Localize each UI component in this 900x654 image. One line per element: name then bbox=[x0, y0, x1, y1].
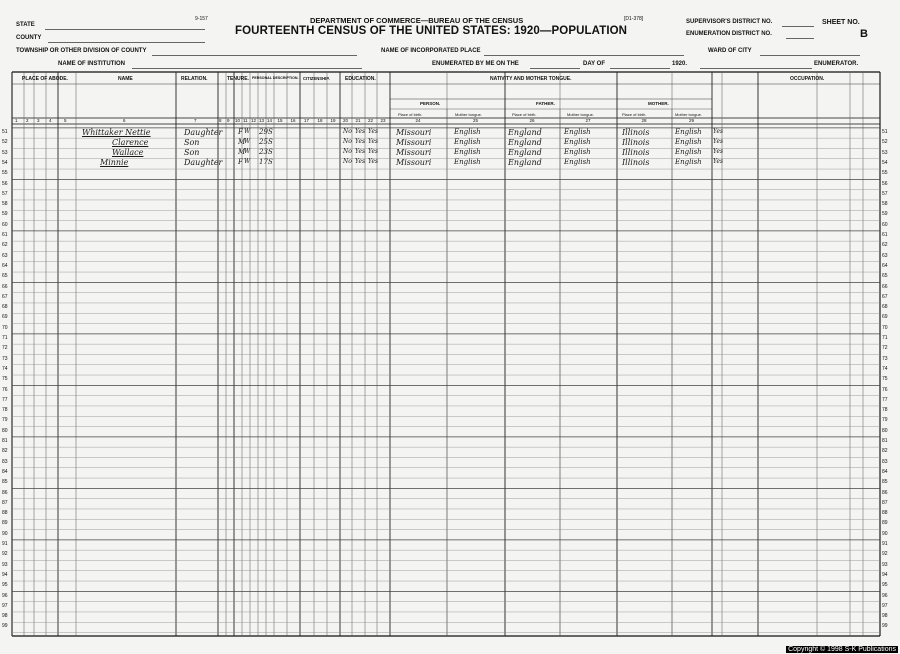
line-number-right: 65 bbox=[882, 273, 888, 280]
county-label: COUNTY bbox=[16, 35, 42, 41]
state-field[interactable] bbox=[45, 29, 205, 30]
column-number: 24 bbox=[415, 118, 421, 123]
line-number: 57 bbox=[2, 190, 8, 197]
enumerator-label: ENUMERATOR. bbox=[814, 61, 859, 67]
page-title: FOURTEENTH CENSUS OF THE UNITED STATES: 1920—POPULATION bbox=[235, 25, 628, 37]
entry-name: Minnie bbox=[100, 158, 129, 168]
entry-age: 25 bbox=[259, 137, 268, 146]
line-number: 63 bbox=[2, 252, 8, 259]
entry-sex: F bbox=[238, 127, 243, 136]
personal-heading: PERSONAL DESCRIPTION. bbox=[252, 76, 299, 80]
township-field[interactable] bbox=[152, 55, 357, 56]
entry-race: W bbox=[244, 158, 251, 166]
line-number-right: 73 bbox=[882, 355, 888, 362]
entry-relation: Daughter bbox=[184, 127, 223, 137]
entry-read: Yes bbox=[355, 148, 366, 156]
line-number-right: 87 bbox=[882, 499, 888, 506]
line-number: 94 bbox=[2, 571, 8, 578]
column-number: 4 bbox=[49, 118, 52, 123]
entry-mother-tongue: English bbox=[675, 148, 702, 157]
entry-school: No bbox=[343, 127, 352, 135]
column-number: 26 bbox=[529, 118, 535, 123]
line-number: 93 bbox=[2, 561, 8, 568]
sheet-label: SHEET NO. bbox=[822, 19, 860, 26]
column-number: 1 bbox=[15, 118, 18, 123]
entry-race: W bbox=[244, 127, 251, 135]
entry-father-tongue: English bbox=[564, 158, 591, 167]
line-number-right: 60 bbox=[882, 221, 888, 228]
line-number-right: 90 bbox=[882, 530, 888, 537]
enumeration-label: ENUMERATION DISTRICT NO. bbox=[686, 31, 772, 37]
line-number: 87 bbox=[2, 499, 8, 506]
line-number: 79 bbox=[2, 417, 8, 424]
line-number: 75 bbox=[2, 376, 8, 383]
line-number-right: 66 bbox=[882, 283, 888, 290]
line-number-right: 95 bbox=[882, 582, 888, 589]
entry-sex: M bbox=[238, 137, 246, 146]
column-number: 25 bbox=[473, 118, 479, 123]
line-number: 65 bbox=[2, 273, 8, 280]
line-number-right: 71 bbox=[882, 335, 888, 341]
incorporated-field[interactable] bbox=[484, 55, 684, 56]
line-number-right: 80 bbox=[882, 427, 888, 434]
person-birthplace-label: Place of birth. bbox=[398, 112, 423, 117]
line-number: 85 bbox=[2, 479, 8, 486]
father-heading: FATHER. bbox=[536, 101, 555, 106]
line-number: 84 bbox=[2, 468, 8, 475]
line-number-right: 52 bbox=[882, 139, 888, 146]
person-heading: PERSON. bbox=[420, 101, 441, 106]
entry-father-birthplace: England bbox=[508, 158, 542, 168]
father-tongue-label: Mother tongue. bbox=[567, 112, 594, 117]
entry-read: Yes bbox=[355, 127, 366, 135]
line-number: 72 bbox=[2, 345, 8, 352]
line-number: 83 bbox=[2, 458, 8, 465]
entry-name: Wallace bbox=[112, 148, 144, 158]
entry-relation: Son bbox=[184, 148, 200, 158]
line-number-right: 89 bbox=[882, 520, 888, 527]
form-number: 9-157 bbox=[195, 16, 208, 22]
line-number-right: 83 bbox=[882, 458, 888, 465]
entry-father-tongue: English bbox=[564, 137, 591, 146]
column-number: 19 bbox=[330, 118, 336, 123]
line-number: 60 bbox=[2, 221, 8, 228]
column-number: 8 bbox=[219, 118, 222, 123]
line-number-right: 59 bbox=[882, 211, 888, 218]
relation-heading: RELATION. bbox=[181, 76, 208, 82]
entry-speak-english: Yes bbox=[713, 137, 724, 145]
line-number: 59 bbox=[2, 211, 8, 218]
entry-marital: S bbox=[268, 148, 273, 157]
entry-mother-birthplace: Illinois bbox=[622, 127, 650, 137]
ward-field[interactable] bbox=[760, 55, 860, 56]
line-number-right: 99 bbox=[882, 623, 888, 630]
entry-write: Yes bbox=[368, 148, 379, 156]
occupation-heading: OCCUPATION. bbox=[790, 76, 825, 82]
place-of-abode-heading: PLACE OF ABODE. bbox=[22, 76, 68, 82]
column-number: 16 bbox=[290, 118, 296, 123]
entry-birthplace: Missouri bbox=[396, 148, 432, 158]
line-number: 95 bbox=[2, 582, 8, 589]
county-field[interactable] bbox=[48, 42, 205, 43]
enumeration-field[interactable] bbox=[786, 38, 814, 39]
department-title: DEPARTMENT OF COMMERCE—BUREAU OF THE CENSUS bbox=[310, 16, 524, 25]
line-number: 66 bbox=[2, 283, 8, 290]
line-number-right: 77 bbox=[882, 396, 888, 403]
column-number: 27 bbox=[585, 118, 591, 123]
line-number: 80 bbox=[2, 427, 8, 434]
line-number: 78 bbox=[2, 407, 8, 414]
supervisor-field[interactable] bbox=[782, 26, 814, 27]
name-heading: NAME bbox=[118, 76, 133, 82]
ward-label: WARD OF CITY bbox=[708, 48, 752, 54]
line-number: 56 bbox=[2, 180, 8, 187]
nativity-heading: NATIVITY AND MOTHER TONGUE. bbox=[490, 76, 572, 82]
tenure-heading: TENURE. bbox=[227, 76, 249, 82]
line-number: 68 bbox=[2, 304, 8, 311]
line-number: 98 bbox=[2, 613, 8, 620]
column-number: 2 bbox=[26, 118, 29, 123]
father-birthplace-label: Place of birth. bbox=[512, 112, 537, 117]
line-number: 86 bbox=[2, 489, 8, 496]
state-label: STATE bbox=[16, 22, 35, 28]
column-number: 10 bbox=[235, 118, 241, 123]
line-number-right: 76 bbox=[882, 386, 888, 393]
column-number: 12 bbox=[251, 118, 257, 123]
entry-father-birthplace: England bbox=[508, 148, 542, 158]
column-number: 7 bbox=[194, 118, 197, 123]
column-number: 18 bbox=[317, 118, 323, 123]
entry-speak-english: Yes bbox=[713, 127, 724, 135]
line-number: 62 bbox=[2, 242, 8, 249]
column-number: 20 bbox=[343, 118, 349, 123]
line-number-right: 96 bbox=[882, 592, 888, 599]
line-number: 69 bbox=[2, 314, 8, 321]
township-label: TOWNSHIP OR OTHER DIVISION OF COUNTY bbox=[16, 48, 147, 54]
line-number-right: 97 bbox=[882, 602, 888, 609]
entry-relation: Daughter bbox=[184, 158, 223, 168]
line-number: 89 bbox=[2, 520, 8, 527]
line-number-right: 92 bbox=[882, 551, 888, 558]
enumerated-label: ENUMERATED BY ME ON THE bbox=[432, 61, 519, 67]
column-number: 11 bbox=[243, 118, 248, 123]
column-number: 6 bbox=[123, 118, 126, 123]
sheet-letter: B bbox=[860, 28, 868, 40]
column-number: 23 bbox=[380, 118, 386, 123]
line-number: 96 bbox=[2, 592, 8, 599]
entry-mother-tongue: English bbox=[675, 127, 702, 136]
line-number: 53 bbox=[2, 149, 8, 156]
line-number: 71 bbox=[2, 335, 8, 341]
line-number: 74 bbox=[2, 365, 8, 372]
education-heading: EDUCATION. bbox=[345, 76, 376, 82]
line-number-right: 56 bbox=[882, 180, 888, 187]
entry-read: Yes bbox=[355, 137, 366, 145]
enumerated-day-field[interactable] bbox=[530, 68, 580, 69]
entry-father-tongue: English bbox=[564, 148, 591, 157]
line-number-right: 57 bbox=[882, 190, 888, 197]
entry-write: Yes bbox=[368, 127, 379, 135]
entry-speak-english: Yes bbox=[713, 148, 724, 156]
line-number: 67 bbox=[2, 293, 8, 300]
entry-father-birthplace: England bbox=[508, 137, 542, 147]
entry-school: No bbox=[343, 158, 352, 166]
form-code: [D1-378] bbox=[624, 16, 644, 22]
line-number-right: 54 bbox=[882, 159, 888, 166]
entry-birthplace: Missouri bbox=[396, 127, 432, 137]
day-label: DAY OF bbox=[583, 61, 606, 67]
line-number: 51 bbox=[2, 129, 8, 135]
entry-age: 17 bbox=[259, 158, 268, 167]
entry-age: 23 bbox=[259, 148, 268, 157]
institution-field[interactable] bbox=[132, 68, 362, 69]
column-number: 15 bbox=[277, 118, 283, 123]
line-number: 77 bbox=[2, 396, 8, 403]
entry-father-birthplace: England bbox=[508, 127, 542, 137]
line-number: 81 bbox=[2, 438, 8, 444]
entry-sex: F bbox=[238, 158, 243, 167]
line-number-right: 62 bbox=[882, 242, 888, 249]
mother-birthplace-label: Place of birth. bbox=[622, 112, 647, 117]
institution-label: NAME OF INSTITUTION bbox=[58, 61, 125, 67]
line-number: 61 bbox=[2, 232, 8, 238]
entry-speak-english: Yes bbox=[713, 158, 724, 166]
entry-birthplace: Missouri bbox=[396, 137, 432, 147]
line-number-right: 81 bbox=[882, 438, 888, 444]
line-number-right: 75 bbox=[882, 376, 888, 383]
line-number: 99 bbox=[2, 623, 8, 630]
line-number-right: 74 bbox=[882, 365, 888, 372]
line-number-right: 67 bbox=[882, 293, 888, 300]
mother-tongue-label: Mother tongue. bbox=[675, 112, 702, 117]
enumerator-field[interactable] bbox=[700, 68, 812, 69]
entry-race: W bbox=[244, 137, 251, 145]
entry-write: Yes bbox=[368, 137, 379, 145]
entry-marital: S bbox=[268, 137, 273, 146]
line-number-right: 98 bbox=[882, 613, 888, 620]
line-number-right: 69 bbox=[882, 314, 888, 321]
line-number: 97 bbox=[2, 602, 8, 609]
line-number: 64 bbox=[2, 262, 8, 269]
line-number-right: 78 bbox=[882, 407, 888, 414]
column-number: 28 bbox=[641, 118, 647, 123]
line-number-right: 51 bbox=[882, 129, 888, 135]
entry-write: Yes bbox=[368, 158, 379, 166]
column-number: 29 bbox=[689, 118, 695, 123]
copyright-notice: Copyright © 1998 S-K Publications bbox=[788, 646, 896, 653]
entry-name: Whittaker Nettie bbox=[82, 127, 151, 137]
entry-school: No bbox=[343, 148, 352, 156]
citizenship-heading: CITIZENSHIP. bbox=[303, 76, 330, 81]
line-number: 55 bbox=[2, 170, 8, 177]
column-number: 3 bbox=[37, 118, 40, 123]
line-number-right: 86 bbox=[882, 489, 888, 496]
entry-mother-birthplace: Illinois bbox=[622, 158, 650, 168]
line-number-right: 58 bbox=[882, 201, 888, 208]
line-number-right: 84 bbox=[882, 468, 888, 475]
line-number: 54 bbox=[2, 159, 8, 166]
entry-age: 29 bbox=[259, 127, 268, 136]
entry-mother-birthplace: Illinois bbox=[622, 148, 650, 158]
line-number-right: 93 bbox=[882, 561, 888, 568]
line-number-right: 55 bbox=[882, 170, 888, 177]
line-number: 82 bbox=[2, 448, 8, 455]
entry-tongue: English bbox=[454, 127, 481, 136]
entry-name: Clarence bbox=[112, 137, 149, 147]
column-number: 22 bbox=[368, 118, 374, 123]
entry-birthplace: Missouri bbox=[396, 158, 432, 168]
mother-heading: MOTHER. bbox=[648, 101, 669, 106]
line-number: 91 bbox=[2, 541, 8, 547]
column-number: 9 bbox=[227, 118, 230, 123]
column-number: 21 bbox=[355, 118, 361, 123]
line-number: 90 bbox=[2, 530, 8, 537]
entry-marital: S bbox=[268, 127, 273, 136]
line-number-right: 61 bbox=[882, 232, 888, 238]
entry-father-tongue: English bbox=[564, 127, 591, 136]
entry-read: Yes bbox=[355, 158, 366, 166]
month-field[interactable] bbox=[610, 68, 670, 69]
line-number-right: 64 bbox=[882, 262, 888, 269]
line-number: 73 bbox=[2, 355, 8, 362]
line-number-right: 68 bbox=[882, 304, 888, 311]
line-number-right: 94 bbox=[882, 571, 888, 578]
line-number-right: 91 bbox=[882, 541, 888, 547]
column-number: 14 bbox=[267, 118, 273, 123]
entry-tongue: English bbox=[454, 137, 481, 146]
entry-mother-tongue: English bbox=[675, 137, 702, 146]
line-number: 76 bbox=[2, 386, 8, 393]
year-text: 1920. bbox=[672, 61, 688, 67]
entry-mother-birthplace: Illinois bbox=[622, 137, 650, 147]
line-number-right: 72 bbox=[882, 345, 888, 352]
line-number-right: 82 bbox=[882, 448, 888, 455]
entry-marital: S bbox=[268, 158, 273, 167]
line-number-right: 79 bbox=[882, 417, 888, 424]
line-number: 52 bbox=[2, 139, 8, 146]
entry-tongue: English bbox=[454, 148, 481, 157]
line-number-right: 70 bbox=[882, 324, 888, 331]
entry-relation: Son bbox=[184, 137, 200, 147]
column-number: 17 bbox=[304, 118, 310, 123]
entry-sex: M bbox=[238, 148, 246, 157]
line-number-right: 88 bbox=[882, 510, 888, 517]
line-number-right: 85 bbox=[882, 479, 888, 486]
line-number: 58 bbox=[2, 201, 8, 208]
person-tongue-label: Mother tongue. bbox=[455, 112, 482, 117]
column-number: 5 bbox=[64, 118, 67, 123]
column-number: 13 bbox=[259, 118, 265, 123]
line-number: 88 bbox=[2, 510, 8, 517]
supervisor-label: SUPERVISOR'S DISTRICT NO. bbox=[686, 19, 773, 25]
entry-race: W bbox=[244, 148, 251, 156]
line-number-right: 63 bbox=[882, 252, 888, 259]
incorporated-label: NAME OF INCORPORATED PLACE bbox=[381, 48, 481, 54]
entry-tongue: English bbox=[454, 158, 481, 167]
entry-school: No bbox=[343, 137, 352, 145]
entry-mother-tongue: English bbox=[675, 158, 702, 167]
line-number: 70 bbox=[2, 324, 8, 331]
line-number-right: 53 bbox=[882, 149, 888, 156]
line-number: 92 bbox=[2, 551, 8, 558]
